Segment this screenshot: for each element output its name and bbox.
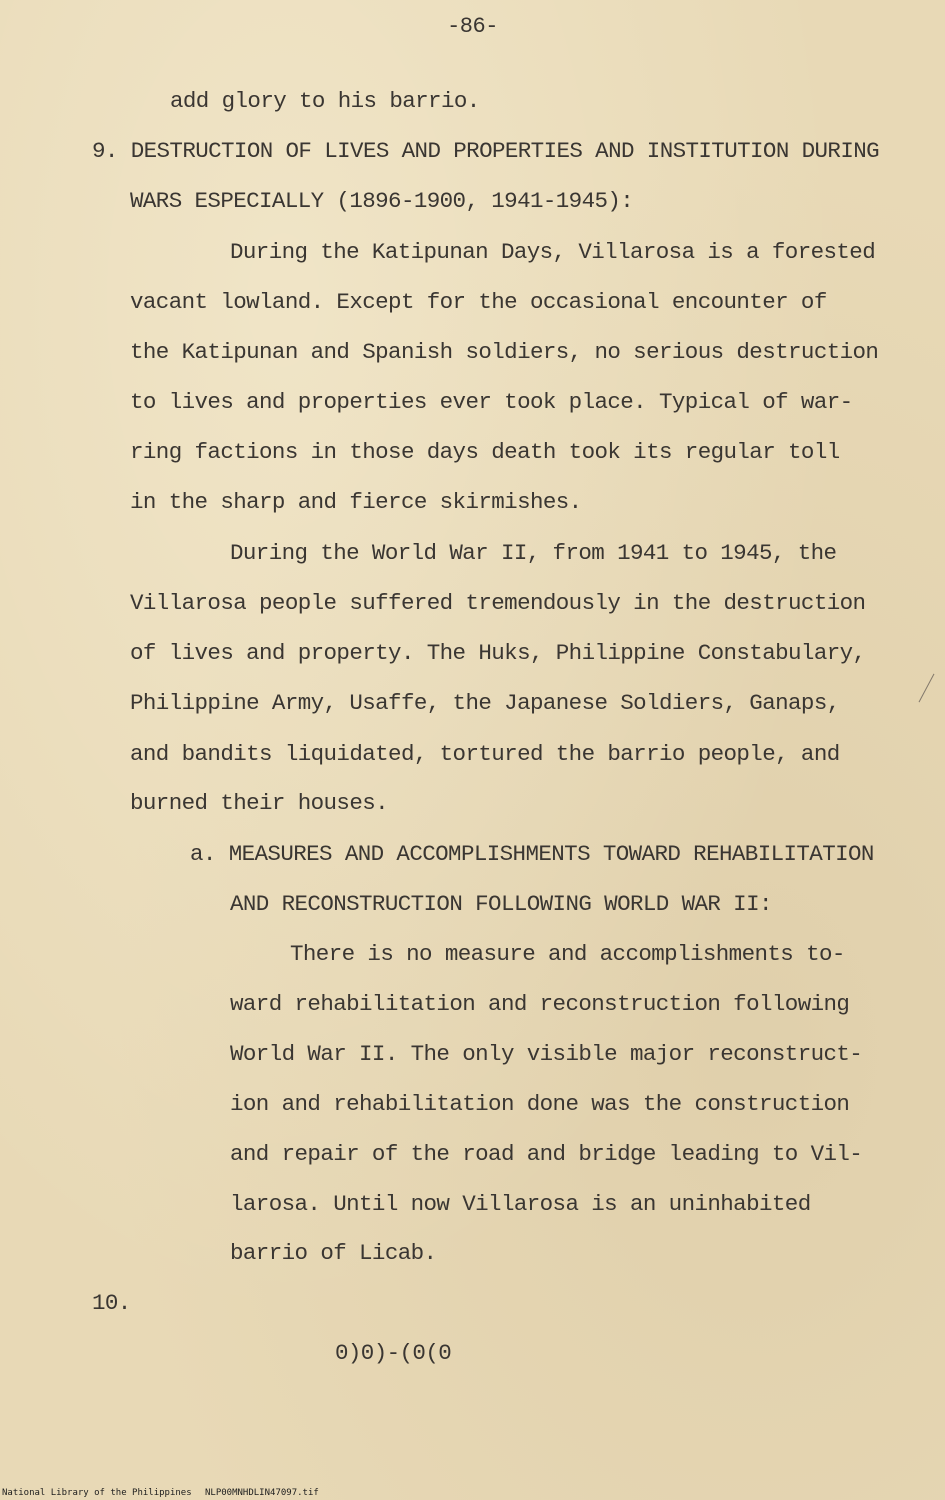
section-heading: WARS ESPECIALLY (1896-1900, 1941-1945): — [130, 188, 634, 214]
text-line: Philippine Army, Usaffe, the Japanese Soldiers, Ganaps, — [130, 690, 840, 716]
text-line: Villarosa people suffered tremendously in the destruction — [130, 590, 866, 616]
footer-library-name: National Library of the Philippines — [2, 1488, 192, 1498]
text-line: and bandits liquidated, tortured the barrio people, and — [130, 741, 840, 767]
text-line: During the Katipunan Days, Villarosa is a forested — [230, 239, 876, 265]
text-line: World War II. The only visible major reconstruct- — [230, 1041, 863, 1067]
section-number: 10. — [92, 1290, 131, 1316]
text-line: ion and rehabilitation done was the construction — [230, 1091, 850, 1117]
text-line: the Katipunan and Spanish soldiers, no serious destruction — [130, 339, 879, 365]
text-line: ring factions in those days death took its regular toll — [130, 439, 840, 465]
text-line: barrio of Licab. — [230, 1240, 437, 1266]
text-line: of lives and property. The Huks, Philippine Constabulary, — [130, 640, 866, 666]
section-heading: 9. DESTRUCTION OF LIVES AND PROPERTIES AND INSTITUTION DURING — [92, 138, 880, 164]
page-number: -86- — [447, 14, 498, 39]
text-line: and repair of the road and bridge leading to Vil- — [230, 1141, 863, 1167]
text-line: add glory to his barrio. — [170, 88, 480, 114]
end-mark: 0)0)-(0(0 — [335, 1340, 452, 1366]
text-line: ward rehabilitation and reconstruction following — [230, 991, 850, 1017]
text-line: vacant lowland. Except for the occasional encounter of — [130, 289, 827, 315]
text-line: larosa. Until now Villarosa is an uninhabited — [230, 1191, 811, 1217]
text-line: in the sharp and fierce skirmishes. — [130, 489, 582, 515]
text-line: There is no measure and accomplishments to- — [290, 941, 845, 967]
text-line: to lives and properties ever took place. Typical of war- — [130, 389, 853, 415]
text-line: burned their houses. — [130, 790, 389, 816]
subsection-heading: AND RECONSTRUCTION FOLLOWING WORLD WAR II: — [230, 891, 772, 917]
text-line: During the World War II, from 1941 to 1945, the — [230, 540, 837, 566]
footer-file-name: NLP00MNHDLIN47097.tif — [205, 1488, 319, 1498]
subsection-heading: a. MEASURES AND ACCOMPLISHMENTS TOWARD REHABILITATION — [190, 841, 874, 867]
margin-pen-mark — [919, 674, 935, 703]
